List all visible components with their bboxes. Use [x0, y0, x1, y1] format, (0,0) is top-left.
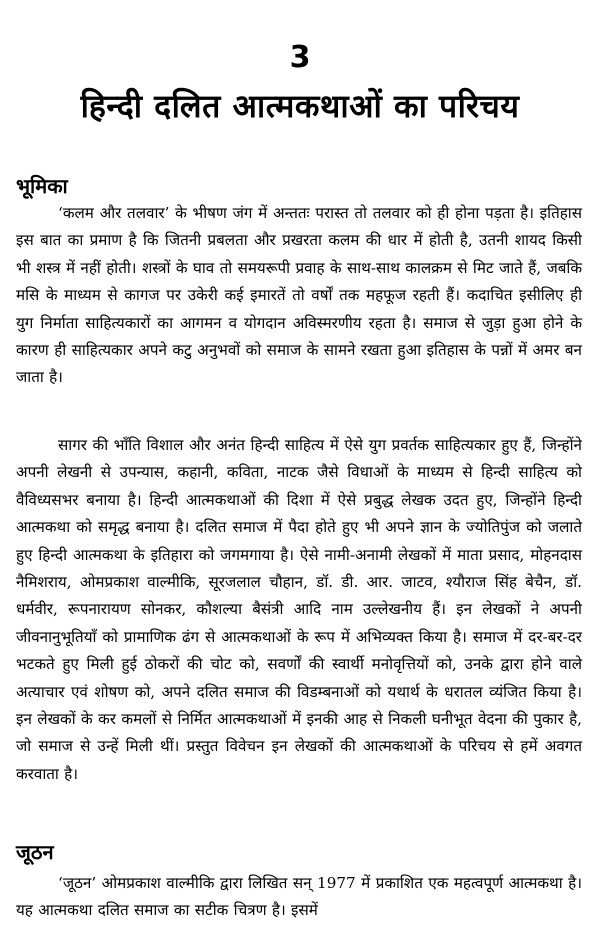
section-heading-bhumika: भूमिका [16, 174, 68, 198]
paragraph-bhumika-1: ‘कलम और तलवार’ के भीषण जंग में अन्ततः परास्त तो तलवार को ही होना पड़ता है। इतिहास इस बात का प्रमाण है कि जितनी प्रबलता और प्रखरता कलम की धार में होती है, उतनी शायद किसी भी शस्त्र में नहीं होती। शस्त्रों के घाव तो समयरूपी प्रवाह के साथ-साथ कालक्रम से मिट जाते हैं, जबकि मसि के माध्यम से कागज पर उकेरी कई इमारतें तो वर्षों तक महफूज रहती हैं। कदाचित इसीलिए ही युग निर्माता साहित्यकारों का आगमन व योगदान अविस्मरणीय रहता है। समाज से जुड़ा हुआ होने के कारण ही साहित्यकार अपने कटु अनुभवों को समाज के सामने रखता हुआ इतिहास के पन्नों में अमर बन जाता है। [16, 204, 582, 387]
paragraph-bhumika-2: सागर की भाँति विशाल और अनंत हिन्दी साहित्य में ऐसे युग प्रवर्तक साहित्यकार हुए हैं, जिन्होंने अपनी लेखनी से उपन्यास, कहानी, कविता, नाटक जैसे विधाओं के माध्यम से हिन्दी साहित्य को वैविध्यसभर बनाया है। हिन्दी आत्मकथाओं की दिशा में ऐसे प्रबुद्ध लेखक उदत हुए, जिन्होंने हिन्दी आत्मकथा को समृद्ध बनाया है। दलित समाज में पैदा होते हुए भी अपने ज्ञान के ज्योतिपुंज को जलाते हुए हिन्दी आत्मकथा के इतिहारा को जगमगाया है। ऐसे नामी-अनामी लेखकों में माता प्रसाद, मोहनदास नैमिशराय, ओमप्रकाश वाल्मीकि, सूरजलाल चौहान, डॉ. डी. आर. जाटव, श्यौराज सिंह बेचैन, डॉ. धर्मवीर, रूपनारायण सोनकर, कौशल्या बैसंत्री आदि नाम उल्लेखनीय हैं। इन लेखकों ने अपनी जीवनानुभूतियाँ को प्रामाणिक ढंग से आत्मकथाओं के रूप में अभिव्यक्त किया है। समाज में दर-बर-दर भटकते हुए मिली हुई ठोकरों की चोट को, सवर्णों की स्वार्थी मनोवृत्तियों को, उनके द्वारा होने वाले अत्याचार एवं शोषण को, अपने दलित समाज की विडम्बनाओं को यथार्थ के धरातल व्यंजित किया है। इन लेखकों के कर कमलों से निर्मित आत्मकथाओं में इनकी आह से निकली घनीभूत वेदना की पुकार है, जो समाज से उन्हें मिली थीं। प्रस्तुत विवेचन इन लेखकों की आत्मकथाओं के परिचय से हमें अवगत करवाता है। [16, 436, 582, 783]
chapter-title: हिन्दी दलित आत्मकथाओं का परिचय [80, 87, 520, 125]
section-heading-joothan: जूठन [16, 840, 54, 864]
paragraph-joothan-1: ‘जूठन’ ओमप्रकाश वाल्मीकि द्वारा लिखित सन् 1977 में प्रकाशित एक महत्वपूर्ण आत्मकथा है। यह आत्मकथा दलित समाज का सटीक चित्रण है। इसमें [16, 874, 582, 920]
chapter-number: 3 [289, 40, 311, 75]
